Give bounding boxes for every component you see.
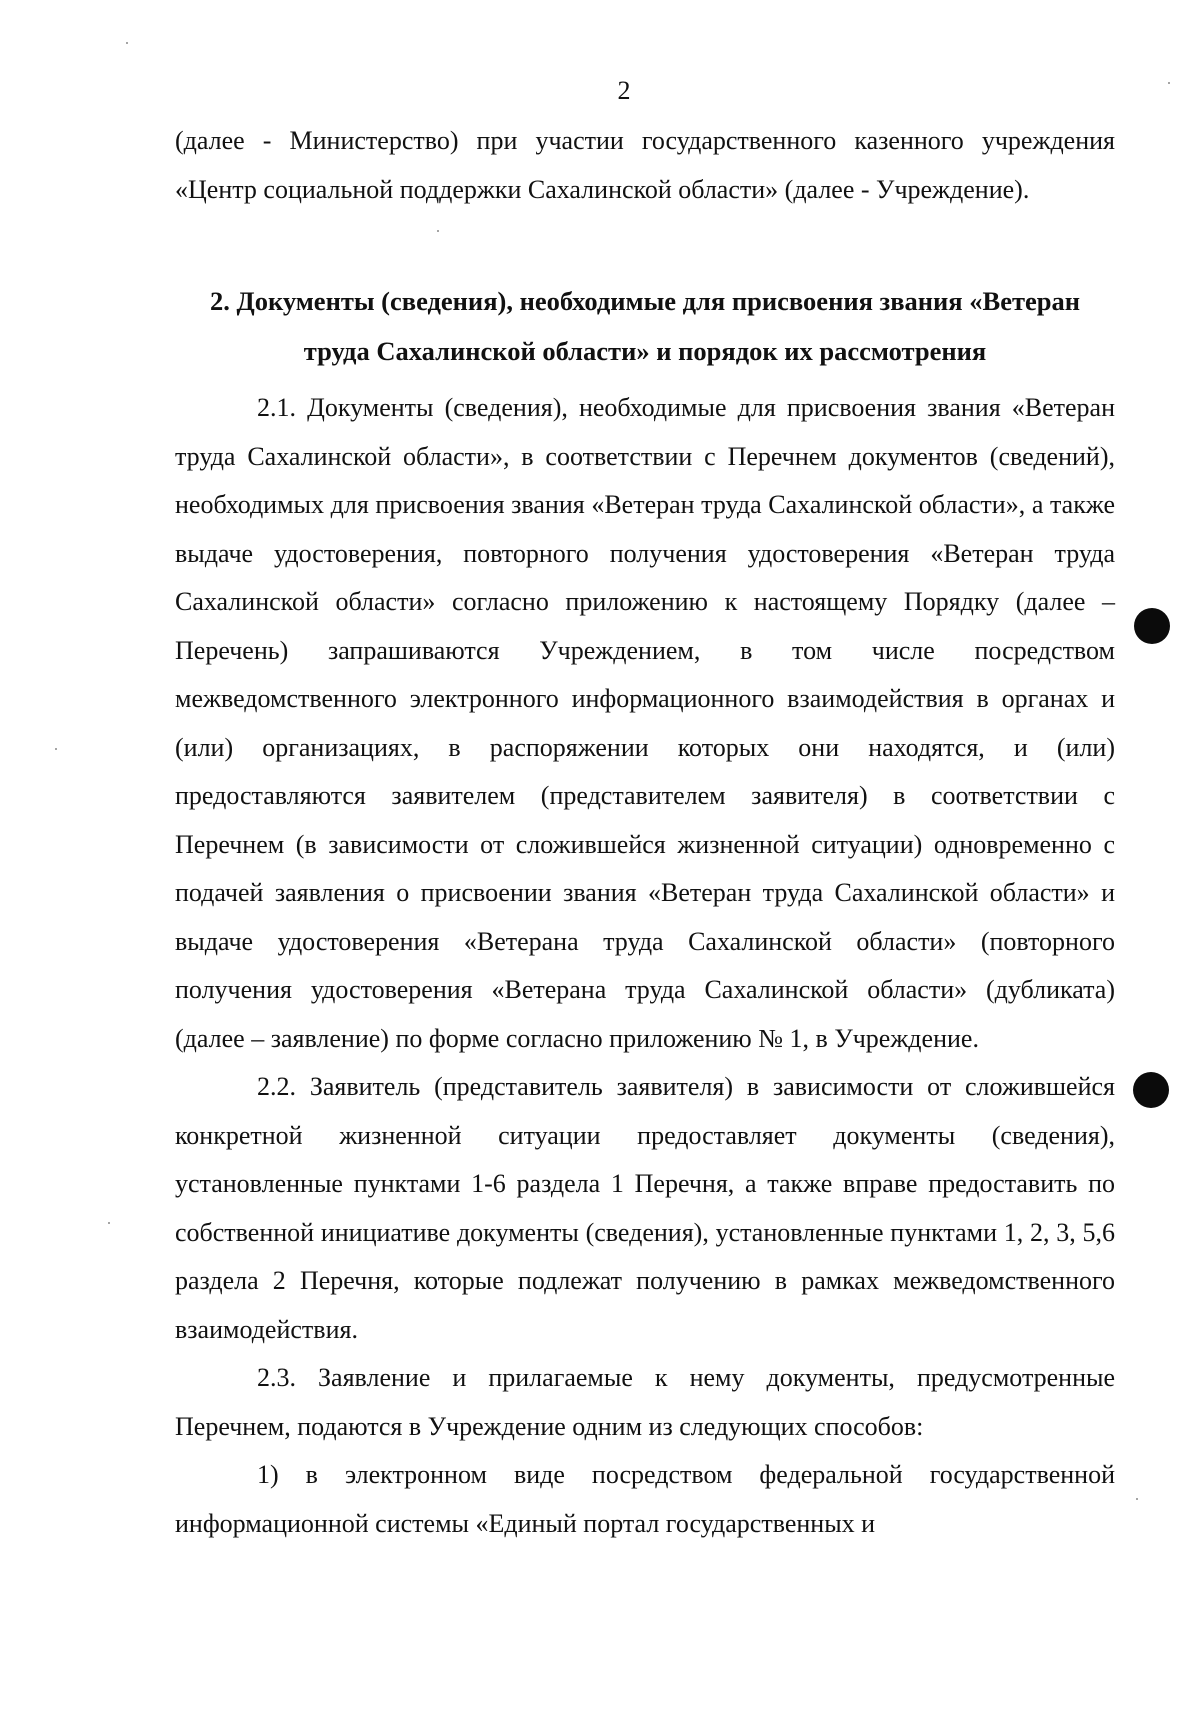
section-body <box>175 384 1115 1548</box>
paragraph-2-3: 2.3. Заявление и прилагаемые к нему документы, предусмотренные Перечнем, подаются в Учреждение одним из следующих способов: <box>175 1363 1115 1441</box>
binder-hole-mark <box>1134 608 1170 644</box>
intro-paragraph: (далее - Министерство) при участии государственного казенного учреждения «Центр социальной поддержки Сахалинской области» (далее - Учреждение). <box>175 126 1115 204</box>
paragraph-2-1: 2.1. Документы (сведения), необходимые для присвоения звания «Ветеран труда Сахалинской области», в соответствии с Перечнем документов (сведений), необходимых для присвоения звания «Ветеран труда Сахалинской области», а также выдаче удостоверения, повторного получения удостоверения «Ветеран труда Сахалинской области» согласно приложению к настоящему Порядку (далее – Перечень) запрашиваются Учреждением, в том числе посредством межведомственного электронного информационного взаимодействия в органах и (или) организациях, в распоряжении которых они находятся, и (или) предоставляются заявителем (представителем заявителя) в соответствии с Перечнем (в зависимости от сложившейся жизненной ситуации) одновременно с подачей заявления о присвоении звания «Ветеран труда Сахалинской области» и выдаче удостоверения «Ветерана труда Сахалинской области» (повторного получения удостоверения «Ветерана труда Сахалинской области» (дубликата) (далее – заявление) по форме согласно приложению № 1, в Учреждение. <box>175 393 1115 1053</box>
scan-speck <box>108 1222 110 1224</box>
scan-speck <box>1168 82 1170 84</box>
scan-speck <box>437 230 439 232</box>
paragraph-2-2: 2.2. Заявитель (представитель заявителя) в зависимости от сложившейся конкретной жизненной ситуации предоставляет документы (сведения), установленные пунктами 1-6 раздела 1 Перечня, а также вправе предоставить по собственной инициативе документы (сведения), установленные пунктами 1, 2, 3, 5,6 раздела 2 Перечня, которые подлежат получению в рамках межведомственного взаимодействия. <box>175 1072 1115 1344</box>
scan-speck <box>126 42 128 44</box>
scan-speck <box>1136 1498 1138 1500</box>
paragraph-item-1: 1) в электронном виде посредством федеральной государственной информационной системы «Единый портал государственных и <box>175 1460 1115 1538</box>
page-number: 2 <box>617 76 631 105</box>
section-heading: 2. Документы (сведения), необходимые для присвоения звания «Ветеран труда Сахалинской области» и порядок их рассмотрения <box>209 286 1080 366</box>
scan-speck <box>55 748 57 750</box>
binder-hole-mark <box>1133 1072 1169 1108</box>
